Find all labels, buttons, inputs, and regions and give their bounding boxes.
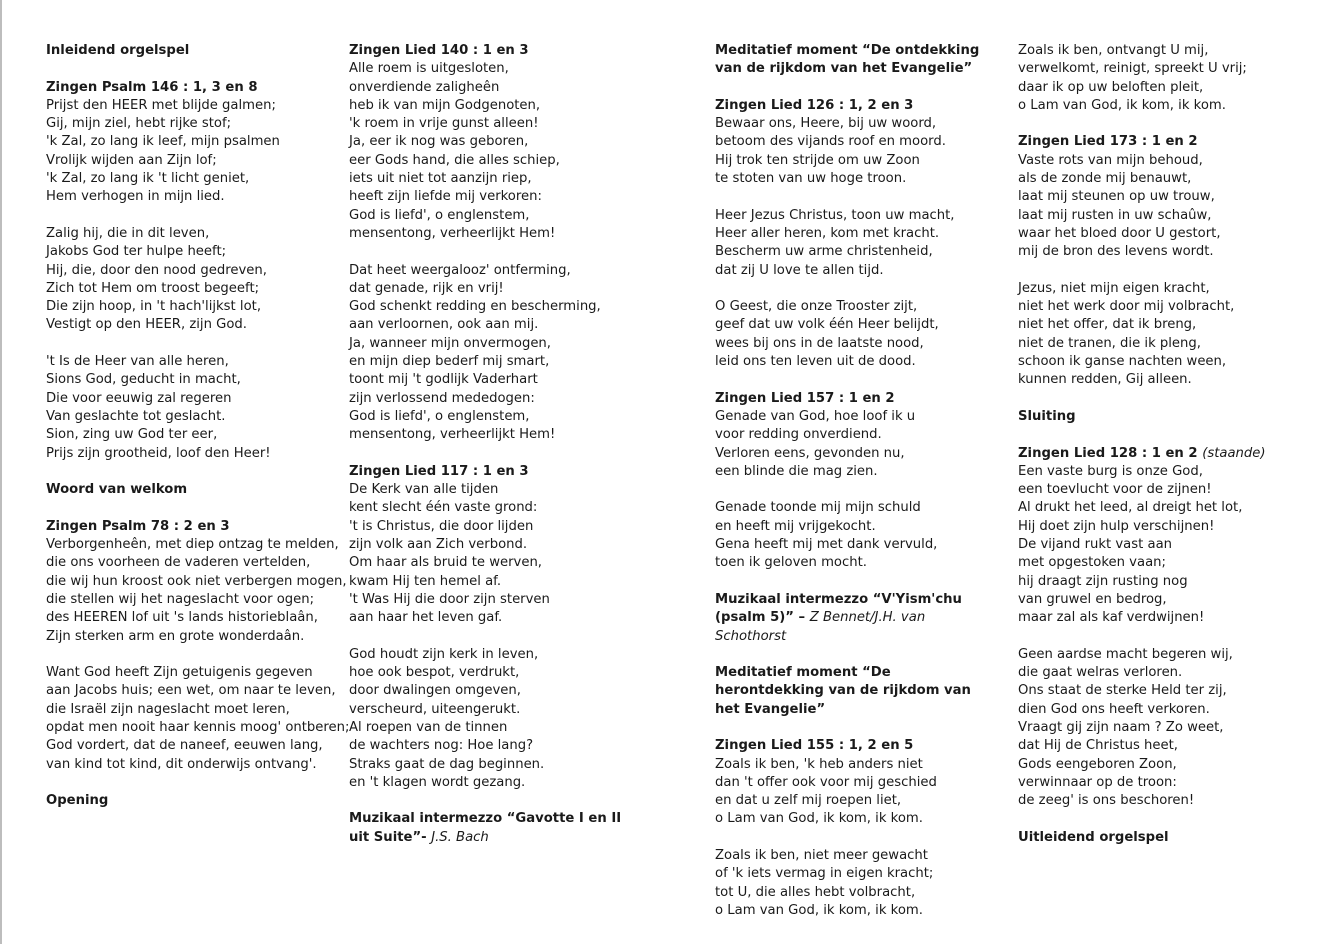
section-heading [46,792,331,810]
lyric-line: dat zij U love te allen tijd. [715,262,884,278]
lyric-line: Vraagt gij zijn naam ? Zo weet, [1018,719,1224,735]
lyric-line: Hij, die, door den nood gedreven, [46,262,267,278]
lyric-line: met opgestoken vaan; [1018,555,1166,571]
lyric-line: verwelkomt, reinigt, spreekt U vrij; [1018,61,1247,77]
column-4 [1018,42,1278,865]
section-heading [1018,829,1278,847]
stanza [1018,280,1278,390]
lyric-line: die ons voorheen de vaderen vertelden, [46,555,311,571]
lyric-line: Gij, mijn ziel, hebt rijke stof; [46,116,232,132]
lyric-line: een blinde die mag zien. [715,463,878,479]
order-item [46,79,331,463]
lyric-line: niet het offer, dat ik breng, [1018,317,1197,333]
lyric-line: heb ik van mijn Godgenoten, [349,97,541,113]
lyric-line: God is liefd', o englenstem, [349,408,530,424]
section-heading [46,42,331,60]
lyric-line: Die voor eeuwig zal regeren [46,390,232,406]
order-item [46,42,331,60]
lyric-line: Vrolijk wijden aan Zijn lof; [46,152,217,168]
stanza [1018,463,1278,628]
lyric-line: Zalig hij, die in dit leven, [46,225,210,241]
heading-text: Woord van welkom [46,482,188,498]
section-heading [46,518,331,536]
lyric-line: toont mij 't godlijk Vaderhart [349,372,538,388]
lyric-line: aan Jacobs huis; een wet, om naar te leven, [46,683,336,699]
lyric-line: Zich tot Hem om troost begeeft; [46,280,260,296]
stanza [1018,42,1278,115]
lyric-line: Zijn sterken arm en grote wonderdaân. [46,628,305,644]
heading-text: Sluiting [1018,408,1076,424]
heading-subtitle: J.S. Bach [431,829,489,845]
order-item [1018,408,1278,426]
lyric-line: als de zonde mij benauwt, [1018,171,1192,187]
stanza [46,97,331,207]
lyric-line: Sion, zing uw God ter eer, [46,427,218,443]
lyric-line: Heer Jezus Christus, toon uw macht, [715,207,955,223]
lyric-line: te stoten van uw hoge troon. [715,171,907,187]
heading-text: Meditatief moment “De ontdekking van de rijkdom van het Evangelie” [715,43,980,77]
lyric-line: o Lam van God, ik kom, ik kom. [1018,97,1226,113]
section-heading [715,664,1000,719]
lyric-line: Jezus, niet mijn eigen kracht, [1018,280,1210,296]
lyric-line: De Kerk van alle tijden [349,482,499,498]
lyric-line: Gena heeft mij met dank vervuld, [715,537,938,553]
lyric-line: 't Was Hij die door zijn sterven [349,591,550,607]
lyric-line: Verloren eens, gevonden nu, [715,445,905,461]
lyric-line: kwam Hij ten hemel af. [349,573,502,589]
lyric-line: dat Hij de Christus heet, [1018,738,1178,754]
lyric-line: Prijst den HEER met blijde galmen; [46,97,276,113]
lyric-line: en mijn diep bederf mij smart, [349,354,550,370]
lyric-line: toen ik geloven mocht. [715,555,867,571]
lyric-line: Ja, eer ik nog was geboren, [349,134,529,150]
stanza [349,481,639,627]
lyric-line: Alle roem is uitgesloten, [349,61,509,77]
heading-text: Zingen Psalm 78 : 2 en 3 [46,518,230,534]
lyric-line: die wij hun kroost ook niet verbergen mogen, [46,573,347,589]
lyric-line: heeft zijn liefde mij verkoren: [349,189,542,205]
lyric-line: Hij trok ten strijde om uw Zoon [715,152,920,168]
lyric-line: Hem verhogen in mijn lied. [46,189,225,205]
heading-text: Zingen Lied 173 : 1 en 2 [1018,134,1198,150]
order-item [1018,133,1278,389]
stanza [715,207,1000,280]
order-item [349,463,639,792]
section-heading [349,42,639,60]
section-heading [1018,408,1278,426]
lyric-line: zijn verlossend mededogen: [349,390,535,406]
heading-text: Opening [46,793,109,809]
stanza [715,499,1000,572]
section-heading [715,737,1000,755]
lyric-line: laat mij steunen op uw trouw, [1018,189,1215,205]
heading-text: Meditatief moment “De herontdekking van de rijkdom van het Evangelie” [715,665,971,717]
heading-text: Zingen Lied 128 : 1 en 2 [1018,445,1203,461]
lyric-line: onverdiende zaligheên [349,79,500,95]
heading-text: Zingen Lied 126 : 1, 2 en 3 [715,97,914,113]
lyric-line: dat genade, rijk en vrij! [349,280,504,296]
lyric-line: laat mij rusten in uw schaûw, [1018,207,1212,223]
lyric-line: voor redding onverdiend. [715,427,882,443]
lyric-line: Genade toonde mij mijn schuld [715,500,921,516]
order-item [715,737,1000,920]
lyric-line: God vordert, dat de naneef, eeuwen lang, [46,738,323,754]
stanza [1018,152,1278,262]
order-item [715,664,1000,719]
stanza [349,60,639,243]
lyric-line: geef dat uw volk één Heer belijdt, [715,317,939,333]
section-heading [46,79,331,97]
stanza [349,262,639,445]
section-heading [715,591,1000,646]
stanza [46,664,350,774]
lyric-line: Een vaste burg is onze God, [1018,463,1203,479]
stanza [715,756,1000,829]
stanza [1018,646,1278,811]
stanza [349,646,639,792]
order-item [349,810,639,847]
stanza [46,536,347,646]
lyric-line: mij de bron des levens wordt. [1018,244,1214,260]
page-left-edge [0,0,2,944]
section-heading [715,390,1000,408]
lyric-line: Jakobs God ter hulpe heeft; [46,244,227,260]
section-heading [1018,133,1278,151]
stanza [46,225,331,335]
heading-text: Inleidend orgelspel [46,43,190,58]
lyric-line: dan 't offer ook voor mij geschied [715,774,937,790]
lyric-line: maar zal als kaf verdwijnen! [1018,610,1205,626]
lyric-line: betoom des vijands roof en moord. [715,134,946,150]
lyric-line: die gaat welras verloren. [1018,665,1183,681]
lyric-line: hoe ook bespot, verdrukt, [349,665,520,681]
lyric-line: Heer aller heren, kom met kracht. [715,225,940,241]
lyric-line: Al roepen van de tinnen [349,719,508,735]
section-heading [1018,445,1278,463]
stanza [715,847,1000,920]
lyric-line: opdat men nooit haar kennis moog' ontberen; [46,719,350,735]
lyric-line: aan verloornen, ook aan mij. [349,317,539,333]
lyric-line: Gods eengeboren Zoon, [1018,756,1177,772]
lyric-line: Bewaar ons, Heere, bij uw woord, [715,116,937,132]
lyric-line: zijn volk aan Zich verbond. [349,537,528,553]
order-item [715,97,1000,371]
order-item [1018,445,1278,811]
section-heading [715,42,1000,79]
lyric-line: tot U, die alles hebt volbracht, [715,884,916,900]
lyric-line: dien God ons heeft verkoren. [1018,701,1210,717]
section-heading [349,810,639,847]
order-item [46,792,331,810]
lyric-line: 'k Zal, zo lang ik leef, mijn psalmen [46,134,280,150]
lyric-line: 't Is de Heer van alle heren, [46,354,229,370]
order-item [1018,829,1278,847]
lyric-line: Ons staat de sterke Held ter zij, [1018,683,1227,699]
heading-text: Zingen Lied 117 : 1 en 3 [349,463,529,479]
lyric-line: God schenkt redding en bescherming, [349,299,601,315]
lyric-line: daar ik op uw beloften pleit, [1018,79,1204,95]
lyric-line: Verborgenheên, met diep ontzag te melden, [46,537,339,553]
lyric-line: en heeft mij vrijgekocht. [715,518,876,534]
lyric-line: van kind tot kind, dit onderwijs ontvang'. [46,756,317,772]
lyric-line: 't is Christus, die door lijden [349,518,534,534]
section-heading [46,481,331,499]
lyric-line: en dat u zelf mij roepen liet, [715,793,902,809]
lyric-line: Geen aardse macht begeren wij, [1018,646,1233,662]
lyric-line: hij draagt zijn rusting nog [1018,573,1188,589]
lyric-line: Die zijn hoop, in 't hach'lijkst lot, [46,299,262,315]
lyric-line: o Lam van God, ik kom, ik kom. [715,902,923,918]
lyric-line: van gruwel en bedrog, [1018,591,1167,607]
lyric-line: mensentong, verheerlijkt Hem! [349,225,556,241]
lyric-line: 'k roem in vrije gunst alleen! [349,116,539,132]
lyric-line: verscheurd, uiteengerukt. [349,701,521,717]
lyric-line: kent slecht één vaste grond: [349,500,538,516]
lyric-line: Van geslachte tot geslacht. [46,408,226,424]
lyric-line: iets uit niet tot aanzijn riep, [349,171,532,187]
lyric-line: Ja, wanneer mijn onvermogen, [349,335,551,351]
lyric-line: door dwalingen omgeven, [349,683,521,699]
column-1 [46,42,350,829]
section-heading [349,463,639,481]
order-item [715,42,1000,79]
lyric-line: niet de tranen, die ik pleng, [1018,335,1201,351]
lyric-line: waar het bloed door U gestort, [1018,225,1221,241]
lyric-line: de zeeg' is ons beschoren! [1018,793,1195,809]
lyric-line: de wachters nog: Hoe lang? [349,738,534,754]
lyric-line: mensentong, verheerlijkt Hem! [349,427,556,443]
lyric-line: des HEEREN lof uit 's lands historieblaân, [46,610,318,626]
lyric-line: God is liefd', o englenstem, [349,207,530,223]
heading-text: Muzikaal intermezzo “V'Yism'chu (psalm 5)” – [715,591,962,626]
heading-text: Zingen Lied 155 : 1, 2 en 5 [715,738,914,754]
stanza [715,408,1000,481]
lyric-line: eer Gods hand, die alles schiep, [349,152,560,168]
stanza [715,298,1000,371]
order-item [1018,42,1278,115]
heading-text: Zingen Psalm 146 : 1, 3 en 8 [46,79,258,95]
lyric-line: Bescherm uw arme christenheid, [715,244,933,260]
lyric-line: Straks gaat de dag beginnen. [349,756,545,772]
order-item [715,390,1000,573]
stanza [715,115,1000,188]
lyric-line: Zoals ik ben, ontvangt U mij, [1018,43,1209,58]
lyric-line: die Israël zijn nageslacht moet leren, [46,701,290,717]
lyric-line: die stellen wij het nageslacht voor ogen; [46,591,315,607]
order-item [715,591,1000,646]
column-3 [715,42,1000,939]
lyric-line: Want God heeft Zijn getuigenis gegeven [46,665,313,681]
lyric-line: 'k Zal, zo lang ik 't licht geniet, [46,171,250,187]
heading-subtitle: (staande) [1202,445,1266,461]
lyric-line: Sions God, geducht in macht, [46,372,241,388]
lyric-line: Genade van God, hoe loof ik u [715,408,916,424]
lyric-line: Zoals ik ben, 'k heb anders niet [715,756,923,772]
section-heading [715,97,1000,115]
lyric-line: Prijs zijn grootheid, loof den Heer! [46,445,271,461]
order-item [46,518,350,774]
lyric-line: niet het werk door mij volbracht, [1018,299,1235,315]
lyric-line: O Geest, die onze Trooster zijt, [715,299,918,315]
lyric-line: Vaste rots van mijn behoud, [1018,152,1203,168]
stanza [46,353,331,463]
heading-text: Zingen Lied 140 : 1 en 3 [349,43,529,58]
lyric-line: wees bij ons in de laatste nood, [715,335,924,351]
column-2 [349,42,639,865]
heading-subtitle: Z Bennet/J.H. van Schothorst [715,610,926,644]
lyric-line: schoon ik ganse nachten ween, [1018,354,1227,370]
lyric-line: God houdt zijn kerk in leven, [349,646,539,662]
heading-text: Zingen Lied 157 : 1 en 2 [715,390,895,406]
lyric-line: een toevlucht voor de zijnen! [1018,482,1212,498]
lyric-line: Om haar als bruid te werven, [349,555,543,571]
lyric-line: Vestigt op den HEER, zijn God. [46,317,247,333]
order-item [46,481,331,499]
lyric-line: en 't klagen wordt gezang. [349,774,526,790]
lyric-line: Zoals ik ben, niet meer gewacht [715,848,928,864]
lyric-line: aan haar het leven gaf. [349,610,503,626]
order-item [349,42,639,445]
lyric-line: kunnen redden, Gij alleen. [1018,372,1192,388]
lyric-line: verwinnaar op de troon: [1018,774,1177,790]
lyric-line: Dat heet weergalooz' ontferming, [349,262,571,278]
lyric-line: o Lam van God, ik kom, ik kom. [715,811,923,827]
lyric-line: Al drukt het leed, al dreigt het lot, [1018,500,1243,516]
lyric-line: Hij doet zijn hulp verschijnen! [1018,518,1215,534]
lyric-line: leid ons ten leven uit de dood. [715,354,916,370]
lyric-line: De vijand rukt vast aan [1018,537,1173,553]
heading-text: Muzikaal intermezzo “Gavotte I en II uit Suite”- [349,811,622,845]
lyric-line: of 'k iets vermag in eigen kracht; [715,866,934,882]
heading-text: Uitleidend orgelspel [1018,829,1169,845]
